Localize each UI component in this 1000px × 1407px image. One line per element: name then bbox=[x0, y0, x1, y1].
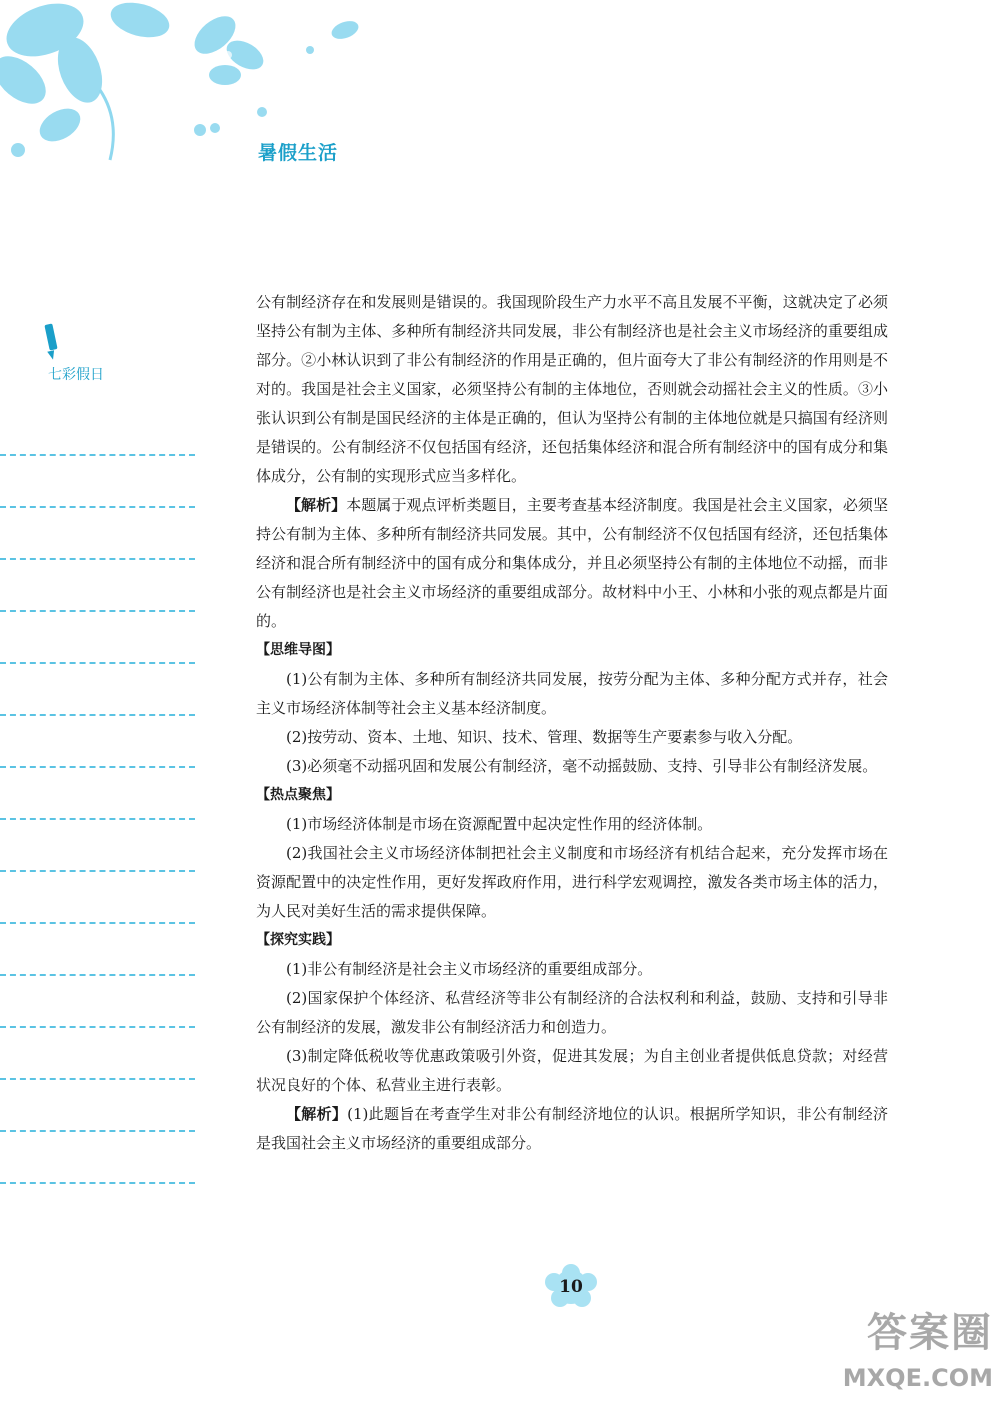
note-line bbox=[0, 768, 195, 820]
paragraph-tag: 【解析】 bbox=[286, 496, 347, 514]
note-line bbox=[0, 664, 195, 716]
note-line bbox=[0, 976, 195, 1028]
paragraph-text: (2)我国社会主义市场经济体制把社会主义制度和市场经济有机结合起来，充分发挥市场在资源配置中的决定性作用，更好发挥政府作用，进行科学宏观调控，激发各类市场主体的活力，为人民对美好生活的需求提供保障。 bbox=[256, 844, 888, 920]
paragraph-text: (1)非公有制经济是社会主义市场经济的重要组成部分。 bbox=[286, 960, 653, 978]
paragraph bbox=[256, 1042, 888, 1100]
note-line bbox=[0, 508, 195, 560]
note-line bbox=[0, 820, 195, 872]
paragraph bbox=[256, 491, 888, 636]
paragraph-tag: 【解析】 bbox=[286, 1105, 348, 1123]
watermark-main: 答案圈 bbox=[867, 1310, 993, 1356]
header-title: 暑假生活 bbox=[258, 142, 339, 164]
paragraph bbox=[256, 955, 888, 984]
paragraph bbox=[256, 984, 888, 1042]
paragraph-text: (1)公有制为主体、多种所有制经济共同发展，按劳分配为主体、多种分配方式并存，社会主义市场经济体制等社会主义基本经济制度。 bbox=[256, 670, 888, 717]
watermark bbox=[788, 1305, 993, 1405]
paragraph-text: 公有制经济存在和发展则是错误的。我国现阶段生产力水平不高且发展不平衡，这就决定了必须坚持公有制为主体、多种所有制经济共同发展，非公有制经济也是社会主义市场经济的重要组成部分。②小林认识到了非公有制经济的作用是正确的，但片面夸大了非公有制经济的作用则是不对的。我国是社会主义国家，必须坚持公有制的主体地位，否则就会动摇社会主义的性质。③小张认识到公有制是国民经济的主体是正确的，但认为坚持公有制的主体地位就是只搞国有经济则是错误的。公有制经济不仅包括国有经济，还包括集体经济和混合所有制经济中的国有成分和集体成分，公有制的实现形式应当多样化。 bbox=[256, 293, 888, 485]
paragraph-text: (3)制定降低税收等优惠政策吸引外资，促进其发展；为自主创业者提供低息贷款；对经营状况良好的个体、私营业主进行表彰。 bbox=[256, 1047, 888, 1094]
note-line bbox=[0, 924, 195, 976]
page-number bbox=[540, 1264, 602, 1310]
page-number-text: 10 bbox=[559, 1277, 583, 1297]
note-line bbox=[0, 716, 195, 768]
paragraph bbox=[256, 839, 888, 926]
note-line bbox=[0, 612, 195, 664]
note-line bbox=[0, 1028, 195, 1080]
paragraph bbox=[256, 752, 888, 781]
paragraph bbox=[256, 1100, 888, 1158]
note-line bbox=[0, 560, 195, 612]
paragraph bbox=[256, 810, 888, 839]
paragraph-text: (2)按劳动、资本、土地、知识、技术、管理、数据等生产要素参与收入分配。 bbox=[286, 728, 803, 746]
paragraph-text: (2)国家保护个体经济、私营经济等非公有制经济的合法权利和利益，鼓励、支持和引导非公有制经济的发展，激发非公有制经济活力和创造力。 bbox=[256, 989, 888, 1036]
paragraph bbox=[256, 665, 888, 723]
pen-icon bbox=[40, 322, 62, 362]
paragraph-text: 本题属于观点评析类题目，主要考查基本经济制度。我国是社会主义国家，必须坚持公有制为主体、多种所有制经济共同发展。其中，公有制经济不仅包括国有经济，还包括集体经济和混合所有制经济中的国有成分和集体成分，并且必须坚持公有制的主体地位不动摇，而非公有制经济也是社会主义市场经济的重要组成部分。故材料中小王、小林和小张的观点都是片面的。 bbox=[256, 496, 888, 630]
paragraph-text: (3)必须毫不动摇巩固和发展公有制经济，毫不动摇鼓励、支持、引导非公有制经济发展。 bbox=[286, 757, 878, 775]
section-heading: 【思维导图】 bbox=[256, 642, 340, 658]
note-line bbox=[0, 456, 195, 508]
paragraph-text: (1)市场经济体制是市场在资源配置中起决定性作用的经济体制。 bbox=[286, 815, 713, 833]
paragraph-text: (1)此题旨在考查学生对非公有制经济地位的认识。根据所学知识，非公有制经济是我国社会主义市场经济的重要组成部分。 bbox=[256, 1105, 888, 1152]
note-line bbox=[0, 1132, 195, 1184]
note-line bbox=[0, 404, 195, 456]
paragraph bbox=[256, 723, 888, 752]
note-line bbox=[0, 872, 195, 924]
section-heading: 【探究实践】 bbox=[256, 932, 340, 948]
paragraph bbox=[256, 288, 888, 491]
answer-content bbox=[256, 288, 888, 1158]
watermark-sub: MXQE.COM bbox=[842, 1364, 993, 1392]
notes-lines bbox=[0, 404, 195, 1184]
section-heading: 【热点聚焦】 bbox=[256, 787, 340, 803]
note-line bbox=[0, 1080, 195, 1132]
sidebar-label: 七彩假日 bbox=[48, 367, 104, 383]
